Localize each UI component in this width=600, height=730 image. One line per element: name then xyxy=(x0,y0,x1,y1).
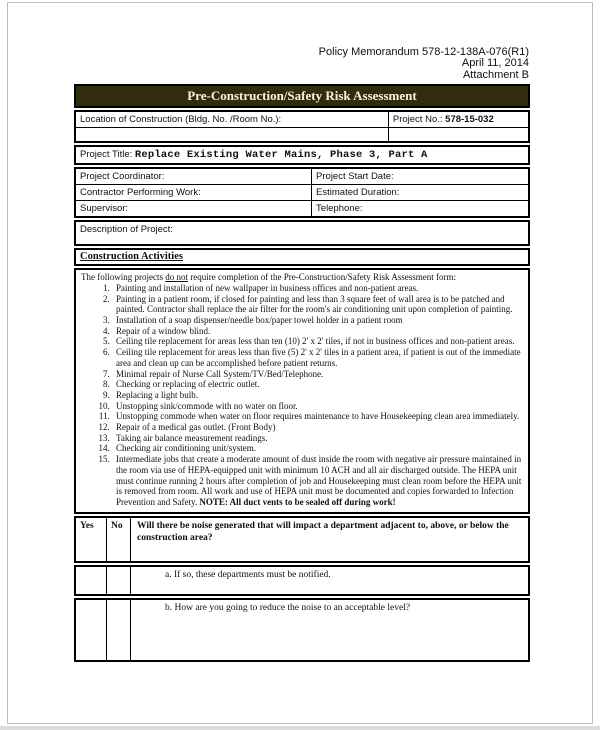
list-item: 4. Repair of a window blind. xyxy=(112,326,523,337)
location-value-area xyxy=(76,128,388,141)
section-activities-header xyxy=(74,248,530,266)
list-item: 3. Installation of a soap dispenser/needle box/paper towel holder in a patient room xyxy=(112,315,523,326)
row-location xyxy=(76,112,528,127)
intro-underlined: do not xyxy=(165,272,188,283)
project-no-blank-area xyxy=(388,128,528,141)
form-title-bar xyxy=(74,84,530,108)
intro-after: require completion of the Pre-Construction/Safety Risk Assessment form: xyxy=(188,272,456,283)
project-no-cell xyxy=(388,112,528,127)
list-item: 6. Ceiling tile replacement for areas less than five (5) 2' x 2' tiles in a patient area, if patient is out of the immediate area and clean up can be accomplished before patient returns. xyxy=(112,347,523,368)
project-no-value: 578-15-032 xyxy=(445,114,494,126)
list-item: 2. Painting in a patient room, if closed for painting and less than 3 square feet of wall area is to be patched and painted. Contractor shall replace the air filter for the room's air conditioning unit upon completion of painting. xyxy=(112,294,523,315)
page-bottom-edge xyxy=(0,726,600,730)
row-contractor-duration xyxy=(76,184,528,200)
list-item: 7. Minimal repair of Nurse Call System/TV/Bed/Telephone. xyxy=(112,369,523,380)
no-column-header: No xyxy=(106,518,130,561)
page-title: Pre-Construction/Safety Risk Assessment xyxy=(187,88,417,104)
item15-note: NOTE: All duct vents to be sealed off during work! xyxy=(199,496,396,507)
section-description xyxy=(74,220,530,246)
start-date-label: Project Start Date: xyxy=(311,169,528,184)
no-cell-blank xyxy=(106,600,130,660)
list-item: 5. Ceiling tile replacement for areas less than ten (10) 2' x 2' tiles, if not in business offices and non-patient areas. xyxy=(112,336,523,347)
activities-intro xyxy=(81,272,523,283)
project-title-label: Project Title: xyxy=(80,149,135,161)
list-item: 11. Unstopping commode when water on floor requires maintenance to have Housekeeping clean area immediately. xyxy=(112,411,523,422)
meta-date: April 11, 2014 xyxy=(461,57,529,70)
location-label: Location of Construction (Bldg. No. /Room No.): xyxy=(80,114,282,126)
question-noise-b-text: b. How are you going to reduce the noise to an acceptable level? xyxy=(130,600,528,660)
row-supervisor-telephone xyxy=(76,200,528,216)
row-location-blank xyxy=(76,127,528,141)
activities-list xyxy=(81,283,523,508)
no-cell-blank xyxy=(106,567,130,594)
yes-cell-blank xyxy=(76,600,106,660)
yes-cell-blank xyxy=(76,567,106,594)
project-title-value: Replace Existing Water Mains, Phase 3, Part A xyxy=(134,149,428,162)
activities-header: Construction Activities xyxy=(80,251,183,263)
row-coordinator-startdate xyxy=(76,169,528,184)
form-content xyxy=(74,47,530,662)
section-activities-body xyxy=(74,268,530,513)
meta-policy-memorandum: Policy Memorandum 578-12-138A-076(R1) xyxy=(318,46,529,58)
duration-label: Estimated Duration: xyxy=(311,185,528,200)
yes-column-header: Yes xyxy=(80,520,94,531)
list-item: 13. Taking air balance measurement readings. xyxy=(112,433,523,444)
list-item: 9. Replacing a light bulb. xyxy=(112,390,523,401)
section-question-noise-a xyxy=(74,565,530,596)
telephone-label: Telephone: xyxy=(311,201,528,216)
description-label: Description of Project: xyxy=(80,224,173,236)
document-page xyxy=(7,2,593,724)
list-item-15 xyxy=(112,454,523,508)
list-item: 1. Painting and installation of new wallpaper in business offices and non-patient areas. xyxy=(112,283,523,294)
section-location-project-no xyxy=(74,110,530,143)
document-meta xyxy=(74,47,529,81)
section-project-title xyxy=(74,145,530,165)
meta-attachment: Attachment B xyxy=(462,68,529,81)
contractor-label: Contractor Performing Work: xyxy=(80,187,201,199)
question-noise-text: Will there be noise generated that will impact a department adjacent to, above, or below the construction area? xyxy=(130,518,528,561)
list-item: 10. Unstopping sink/commode with no water on floor. xyxy=(112,401,523,412)
project-no-label: Project No.: xyxy=(392,114,446,126)
list-item: 12. Repair of a medical gas outlet. (Front Body) xyxy=(112,422,523,433)
list-item: 8. Checking or replacing of electric outlet. xyxy=(112,379,523,390)
section-project-details xyxy=(74,167,530,218)
section-question-noise xyxy=(74,516,530,563)
section-question-noise-b xyxy=(74,598,530,662)
supervisor-label: Supervisor: xyxy=(80,203,129,215)
coordinator-label: Project Coordinator: xyxy=(80,171,165,183)
intro-before: The following projects xyxy=(81,272,166,283)
item15-text: Intermediate jobs that create a moderate amount of dust inside the room with negative air pressure maintained in the room via use of HEPA-equipped unit with minimum 10 ACH and all air discharged outside. The HEPA unit must continue running 2 hours after completion of job and Housekeeping must clean room before the HEPA unit is removed from room. All work and use of HEPA unit must be documented and copies forwarded to Infection Prevention and Safety. xyxy=(116,454,522,507)
question-noise-a-text: a. If so, these departments must be notified. xyxy=(130,567,528,594)
list-item: 14. Checking air conditioning unit/system. xyxy=(112,443,523,454)
